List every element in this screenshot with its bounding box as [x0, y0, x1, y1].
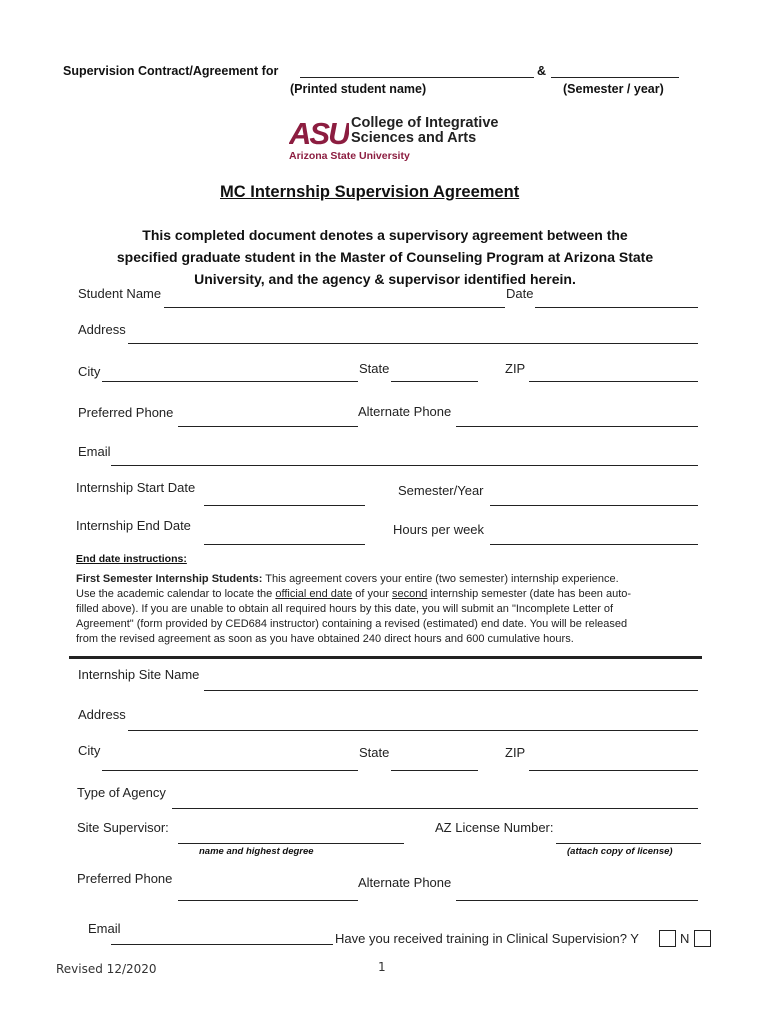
internship-start-date-label: Internship Start Date [76, 480, 196, 495]
instructions-line2-b: of your [352, 588, 392, 600]
zip-field[interactable] [529, 381, 698, 382]
semester-header-line[interactable] [551, 77, 679, 78]
site-preferred-phone-label: Preferred Phone [77, 871, 173, 886]
internship-start-date-field[interactable] [204, 505, 365, 506]
college-name-line1: College of Integrative [351, 115, 499, 131]
intro-line-3: University, and the agency & supervisor identified herein. [194, 271, 576, 287]
semester-caption: (Semester / year) [563, 82, 664, 96]
ampersand: & [537, 64, 547, 78]
site-city-field[interactable] [102, 770, 358, 771]
training-no-checkbox[interactable] [694, 930, 711, 947]
site-alternate-phone-label: Alternate Phone [358, 875, 452, 890]
page-number: 1 [378, 960, 386, 974]
address-field[interactable] [128, 343, 698, 344]
attach-license-caption: (attach copy of license) [567, 846, 673, 857]
hours-per-week-field[interactable] [490, 544, 698, 545]
printed-name-caption: (Printed student name) [290, 82, 427, 96]
semester-year-field[interactable] [490, 505, 698, 506]
official-end-date-text: official end date [275, 588, 353, 600]
instructions-line1: This agreement covers your entire (two semester) internship experience. [262, 573, 619, 585]
site-address-label: Address [78, 707, 126, 722]
student-name-header-line[interactable] [300, 77, 534, 78]
type-of-agency-label: Type of Agency [77, 785, 166, 800]
state-field[interactable] [391, 381, 478, 382]
asu-logo-mark [289, 116, 349, 150]
site-address-field[interactable] [128, 730, 698, 731]
instructions-lead: First Semester Internship Students: [76, 573, 263, 585]
state-label: State [359, 361, 390, 376]
intro-paragraph [60, 224, 710, 290]
alternate-phone-field[interactable] [456, 426, 698, 427]
instructions-line3: filled above). If you are unable to obtain all required hours by this date, you will submit an "Incomplete Letter of [76, 603, 614, 615]
end-date-instructions-heading: End date instructions: [76, 553, 187, 565]
preferred-phone-field[interactable] [178, 426, 358, 427]
contract-label: Supervision Contract/Agreement for [63, 64, 279, 78]
date-field[interactable] [535, 307, 698, 308]
internship-site-name-field[interactable] [204, 690, 698, 691]
instructions-line4: Agreement" (form provided by CED684 instructor) containing a revised (estimated) end date. You will be released [76, 618, 628, 630]
site-supervisor-label: Site Supervisor: [77, 820, 169, 835]
site-alternate-phone-field[interactable] [456, 900, 698, 901]
site-email-field[interactable] [111, 944, 333, 945]
student-name-label: Student Name [78, 286, 162, 301]
site-email-label: Email [88, 921, 121, 936]
instructions-line2-c: internship semester (date has been auto- [427, 588, 632, 600]
instructions-line5: from the revised agreement as soon as you have obtained 240 direct hours and 600 cumulative hours. [76, 633, 574, 645]
preferred-phone-label: Preferred Phone [78, 405, 174, 420]
site-zip-label: ZIP [505, 745, 526, 760]
az-license-label: AZ License Number: [435, 820, 554, 835]
svg-text:ASU: ASU [289, 116, 349, 150]
zip-label: ZIP [505, 361, 526, 376]
email-label: Email [78, 444, 111, 459]
city-label: City [78, 364, 101, 379]
semester-year-label: Semester/Year [398, 483, 484, 498]
end-date-instructions [76, 572, 704, 647]
document-title: MC Internship Supervision Agreement [220, 183, 520, 201]
site-city-label: City [78, 743, 101, 758]
hours-per-week-label: Hours per week [393, 522, 485, 537]
student-name-field[interactable] [164, 307, 505, 308]
second-text: second [391, 588, 428, 600]
college-logo [289, 112, 519, 164]
address-label: Address [78, 322, 126, 337]
internship-end-date-field[interactable] [204, 544, 365, 545]
site-state-label: State [359, 745, 390, 760]
intro-line-2: specified graduate student in the Master of Counseling Program at Arizona State [116, 249, 654, 265]
email-field[interactable] [111, 465, 698, 466]
az-license-field[interactable] [556, 843, 701, 844]
date-label: Date [506, 286, 534, 301]
internship-site-name-label: Internship Site Name [78, 667, 200, 682]
site-zip-field[interactable] [529, 770, 698, 771]
site-supervisor-field[interactable] [178, 843, 404, 844]
instructions-line2-a: Use the academic calendar to locate the [76, 588, 276, 600]
intro-line-1: This completed document denotes a supervisory agreement between the [142, 227, 628, 243]
alternate-phone-label: Alternate Phone [358, 404, 452, 419]
city-field[interactable] [102, 381, 358, 382]
revision-date: Revised 12/2020 [56, 962, 157, 976]
internship-end-date-label: Internship End Date [76, 518, 191, 533]
type-of-agency-field[interactable] [172, 808, 698, 809]
site-preferred-phone-field[interactable] [178, 900, 358, 901]
college-name-line2: Sciences and Arts [351, 130, 477, 146]
site-state-field[interactable] [391, 770, 478, 771]
university-name: Arizona State University [289, 150, 410, 162]
training-no-label: N [680, 931, 690, 946]
name-degree-caption: name and highest degree [199, 846, 314, 857]
training-yes-checkbox[interactable] [659, 930, 676, 947]
training-question: Have you received training in Clinical Supervision? Y [335, 931, 639, 946]
section-divider [69, 656, 702, 659]
